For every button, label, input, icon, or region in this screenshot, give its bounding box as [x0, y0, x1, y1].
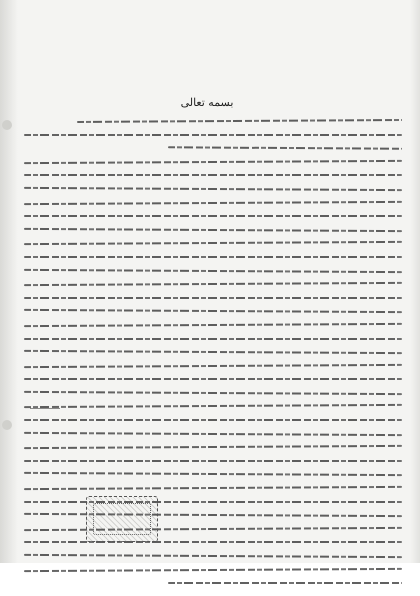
- handwriting-line: [24, 323, 402, 327]
- margin-mark: [30, 396, 60, 409]
- handwriting-line: [24, 378, 402, 380]
- handwriting-line: [24, 404, 402, 408]
- handwriting-line: [24, 432, 402, 436]
- handwriting-line: [24, 228, 402, 232]
- handwriting-line: [24, 419, 402, 421]
- handwriting-line: [24, 200, 402, 204]
- punch-hole: [2, 120, 12, 130]
- handwriting-line: [24, 513, 402, 517]
- handwritten-letter: [24, 96, 402, 556]
- handwriting-line: [24, 527, 402, 531]
- handwriting-line: [24, 501, 402, 503]
- letter-heading: بسمه تعالی: [180, 96, 234, 109]
- handwriting-line: [24, 215, 402, 217]
- handwriting-line: [24, 256, 402, 258]
- handwriting-line: [24, 174, 402, 176]
- handwriting-line: [24, 241, 402, 245]
- handwriting-line: [24, 338, 402, 340]
- handwriting-line: [24, 268, 402, 272]
- handwriting-line: [24, 460, 402, 462]
- stamp-inner-border: [93, 503, 151, 535]
- handwriting-line: [24, 364, 402, 368]
- handwriting-line: [168, 146, 402, 149]
- handwriting-line: [24, 472, 402, 476]
- handwriting-line: [168, 582, 402, 584]
- handwriting-line: [24, 554, 402, 558]
- handwriting-line: [77, 119, 402, 123]
- scan-left-shadow: [0, 0, 18, 563]
- handwriting-line: [24, 187, 402, 191]
- handwriting-line: [24, 350, 402, 354]
- handwriting-line: [24, 282, 402, 286]
- handwriting-line: [24, 445, 402, 449]
- handwriting-line: [24, 297, 402, 299]
- handwriting-line: [24, 486, 402, 490]
- handwriting-line: [24, 391, 402, 395]
- handwriting-line: [24, 160, 402, 164]
- punch-hole: [2, 420, 12, 430]
- handwriting-line: [24, 309, 402, 313]
- handwriting-line: [24, 567, 402, 571]
- handwriting-line: [24, 134, 402, 136]
- handwritten-body: [24, 120, 402, 596]
- scan-right-shadow: [410, 0, 420, 563]
- handwriting-line: [24, 541, 402, 543]
- stamp-seal: [86, 496, 158, 542]
